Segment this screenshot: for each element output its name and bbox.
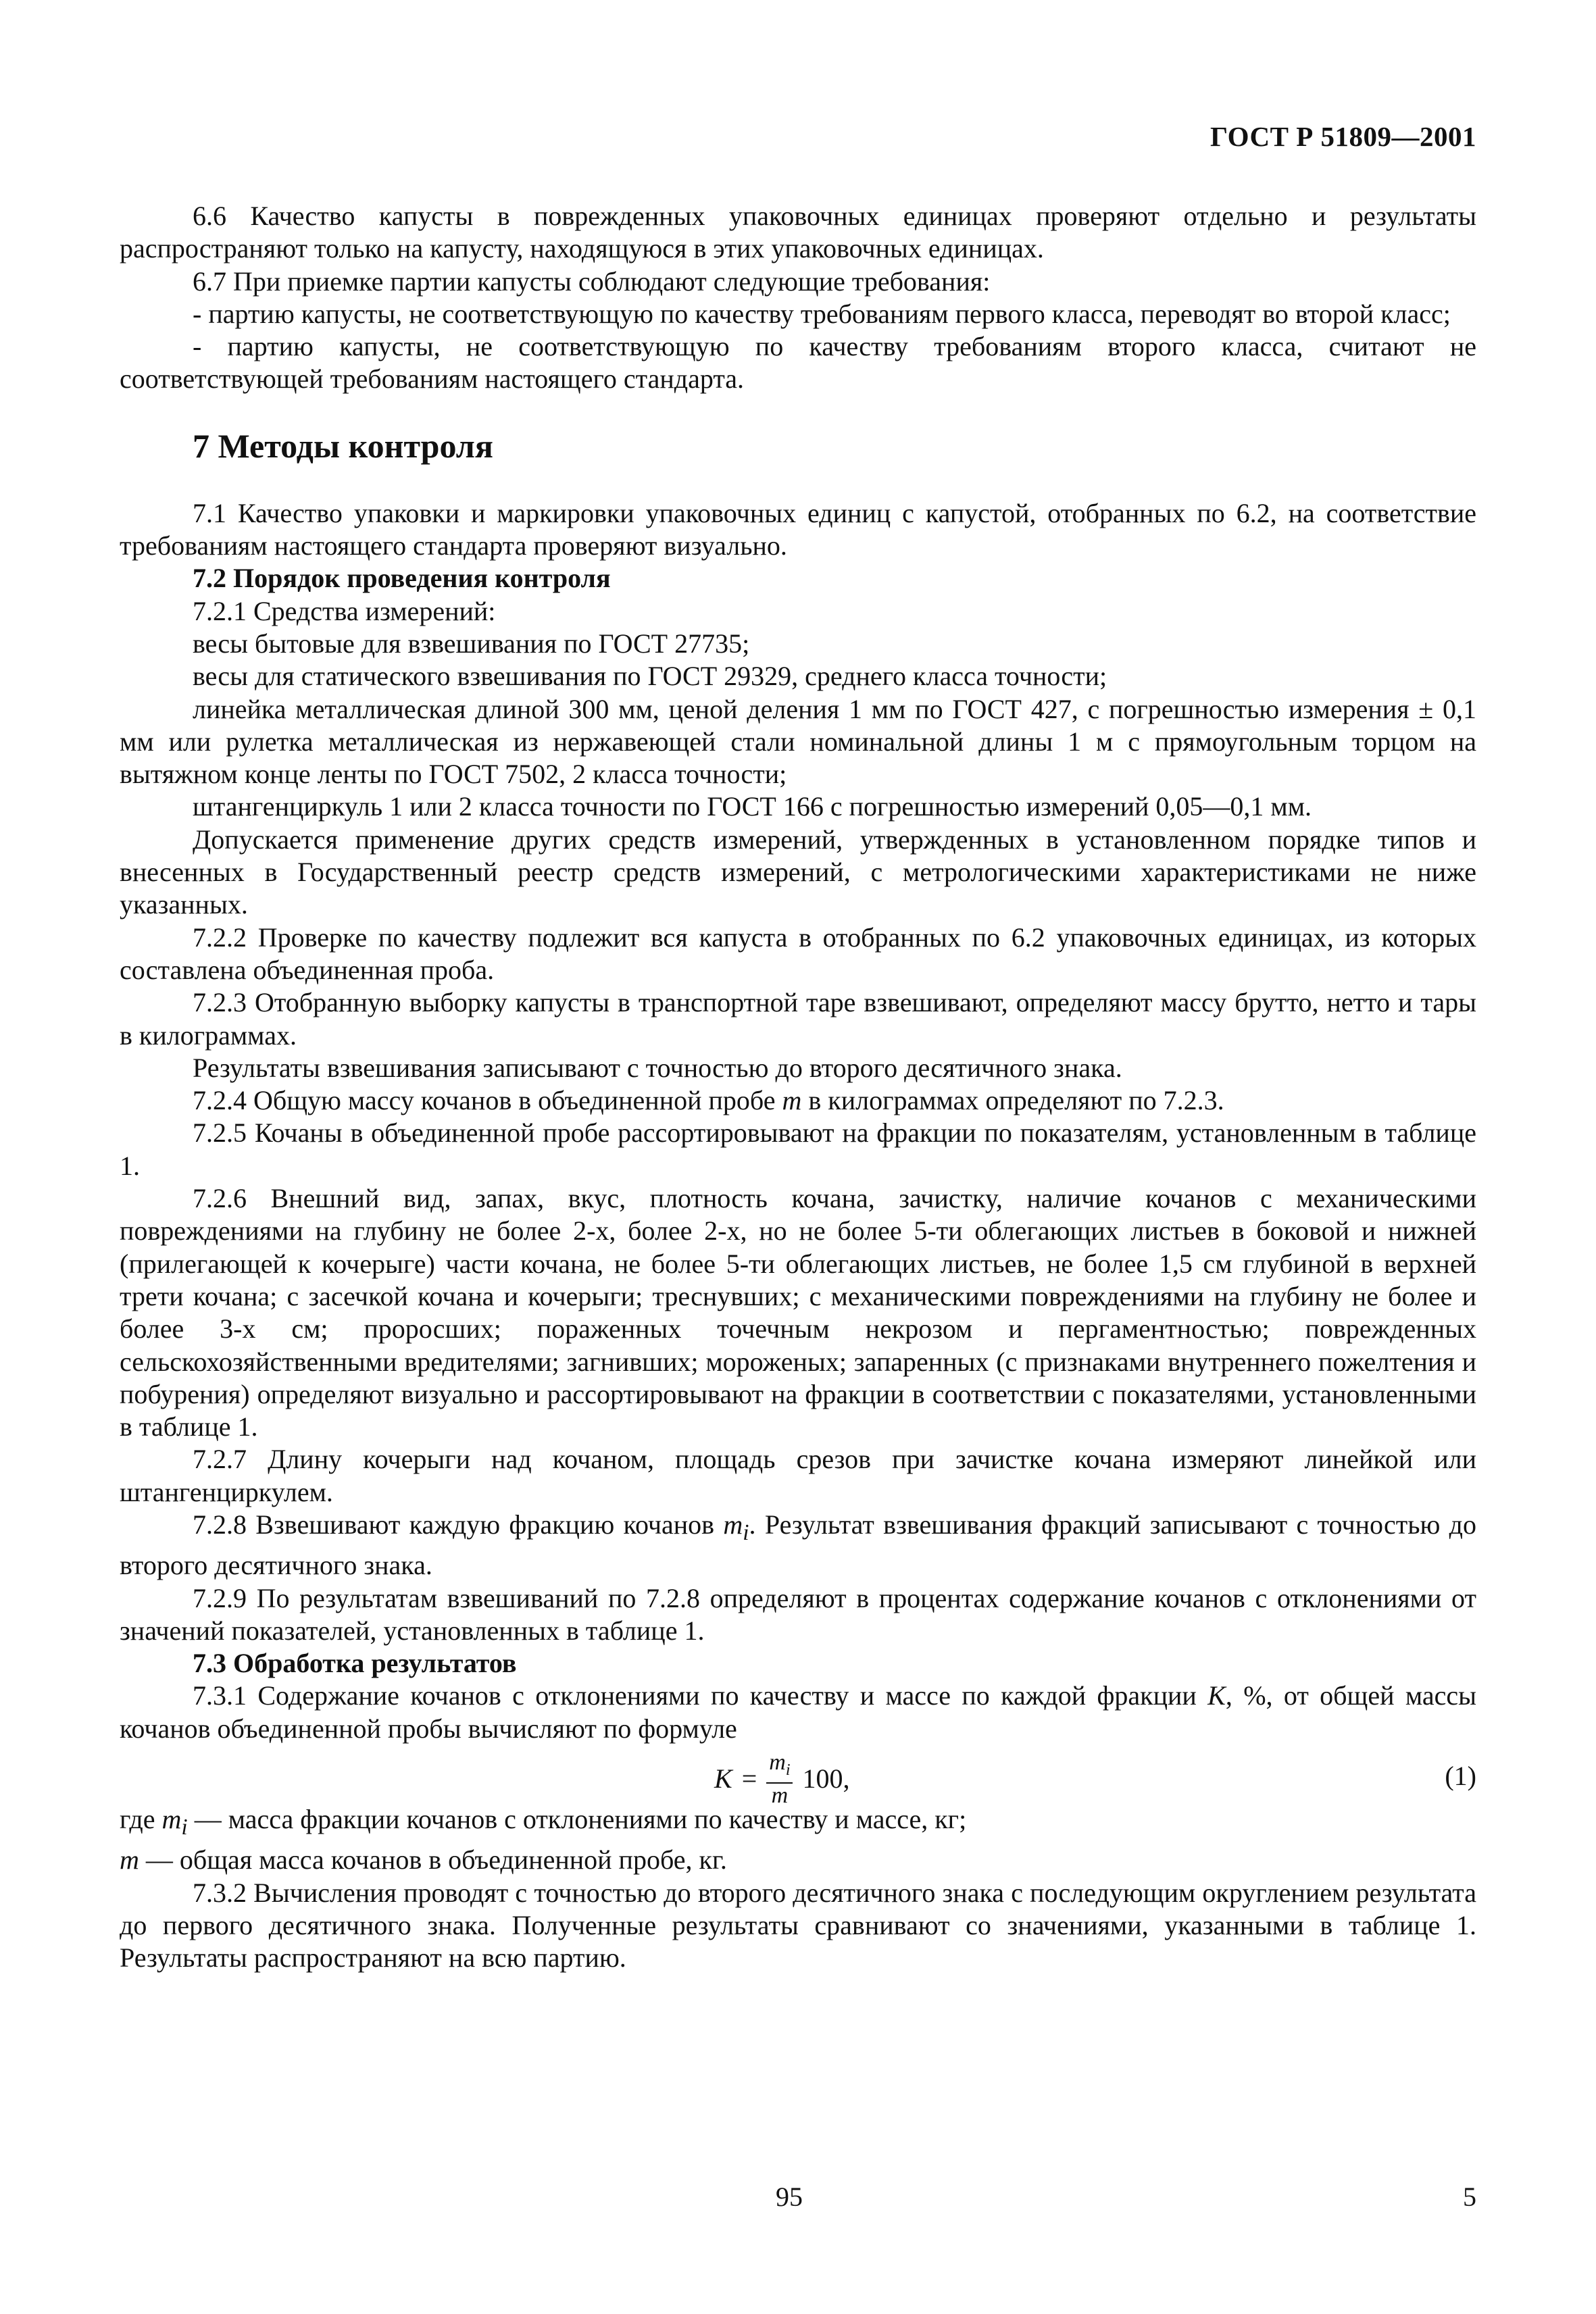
- where-definition: [120, 1803, 1476, 1844]
- text-fragment: 7.2.4 Общую массу кочанов в объединенной пробе: [193, 1085, 782, 1116]
- formula-lhs: K: [714, 1763, 732, 1794]
- section-title: 7 Методы контроля: [193, 426, 493, 465]
- paragraph-6-7-item: - партию капусты, не соответствующую по качеству требованиям первого класса, переводят во второй класс;: [193, 298, 1451, 329]
- paragraph-7-2-3-note: Результаты взвешивания записывают с точностью до второго десятичного знака.: [193, 1052, 1122, 1083]
- document-body: [120, 200, 1476, 1975]
- list-item: штангенциркуль 1 или 2 класса точности по ГОСТ 166 с погрешностью измерений 0,05—0,1 мм.: [193, 791, 1312, 822]
- page-number-right: 5: [1463, 2182, 1476, 2212]
- paragraph-7-1: 7.1 Качество упаковки и маркировки упаковочных единиц с капустой, отобранных по 6.2, на соответствие требованиям настоящего стандарта проверяют визуально.: [120, 497, 1476, 561]
- variable-m: m: [161, 1804, 182, 1835]
- paragraph-7-2-3: 7.2.3 Отобранную выборку капусты в транспортной таре взвешивают, определяют массу брутто, нетто и тары в килограммах.: [120, 987, 1476, 1051]
- subscript-i: i: [181, 1815, 188, 1840]
- paragraph-7-2-8: [120, 1509, 1476, 1582]
- text-fragment: 7.2.8 Взвешивают каждую фракцию кочанов: [193, 1509, 724, 1540]
- paragraph-7-3-1: [120, 1680, 1476, 1745]
- definition-text: — масса фракции кочанов с отклонениями по качеству и массе, кг;: [187, 1804, 967, 1835]
- formula-factor: 100,: [802, 1763, 850, 1794]
- variable-k: K: [1207, 1680, 1226, 1711]
- paragraph-7-2-7: 7.2.7 Длину кочерыги над кочаном, площадь срезов при зачистке кочана измеряют линейкой или штангенциркулем.: [120, 1444, 1476, 1507]
- subsection-heading-7-3: 7.3 Обработка результатов: [193, 1648, 517, 1679]
- fraction-denominator: m: [771, 1782, 789, 1808]
- paragraph-7-2-1-note: Допускается применение других средств измерений, утвержденных в установленном порядке типов и внесенных в Государственный реестр средств измерений, с метрологическими характеристиками не ниже указанных.: [120, 824, 1476, 920]
- list-item: весы для статического взвешивания по ГОСТ 29329, среднего класса точности;: [193, 661, 1107, 692]
- page-number-center: 95: [776, 2182, 803, 2212]
- where-lead: где: [120, 1804, 162, 1835]
- text-fragment: 7.3.1 Содержание кочанов с отклонениями по качеству и массе по каждой фракции: [193, 1680, 1208, 1711]
- list-item: весы бытовые для взвешивания по ГОСТ 27735;: [193, 628, 750, 659]
- paragraph-7-2-4: [120, 1084, 1476, 1117]
- paragraph-7-2-2: 7.2.2 Проверке по качеству подлежит вся капуста в отобранных по 6.2 упаковочных единицах, из которых составлена объединенная проба.: [120, 922, 1476, 985]
- formula-1: [120, 1745, 1476, 1808]
- paragraph-6-7-item: - партию капусты, не соответствующую по качеству требованиям второго класса, считают не соответствующей требованиям настоящего стандарта.: [120, 331, 1476, 395]
- paragraph-7-2-5: 7.2.5 Кочаны в объединенной пробе рассортировывают на фракции по показателям, установленным в таблице 1.: [120, 1117, 1476, 1181]
- variable-m: m: [120, 1844, 139, 1876]
- numerator-var: m: [769, 1750, 786, 1776]
- variable-m: m: [782, 1085, 802, 1116]
- definition-text: — общая масса кочанов в объединенной пробе, кг.: [139, 1844, 727, 1876]
- where-definition: [120, 1844, 1476, 1876]
- paragraph-7-2-9: 7.2.9 По результатам взвешиваний по 7.2.8 определяют в процентах содержание кочанов с отклонениями от значений показателей, установленных в таблице 1.: [120, 1582, 1476, 1646]
- paragraph-6-6: 6.6 Качество капусты в поврежденных упаковочных единицах проверяют отдельно и результаты распространяют только на капусту, находящуюся в этих упаковочных единицах.: [120, 201, 1476, 264]
- equation-number: (1): [1445, 1761, 1476, 1792]
- text-fragment: , %, от общей массы кочанов объединенной пробы вычисляют по формуле: [120, 1680, 1476, 1744]
- list-item: линейка металлическая длиной 300 мм, ценой деления 1 мм по ГОСТ 427, с погрешностью измерения ± 0,1 мм или рулетка металлическая из нержавеющей стали номинальной длины 1 м с прямоугольным торцом на вытяжном конце ленты по ГОСТ 7502, 2 класса точности;: [120, 693, 1476, 790]
- subscript-i: i: [743, 1519, 749, 1545]
- text-fragment: . Результат взвешивания фракций записывают с точностью до второго десятичного знака.: [120, 1509, 1477, 1581]
- paragraph-7-3-2: 7.3.2 Вычисления проводят с точностью до второго десятичного знака с последующим округлением результата до первого десятичного знака. Полученные результаты сравнивают со значениями, указанными в таблице 1. Результаты распространяют на всю партию.: [120, 1877, 1476, 1973]
- formula-expression: [714, 1751, 849, 1808]
- formula-equals: =: [741, 1763, 757, 1794]
- numerator-sub: i: [785, 1761, 791, 1779]
- text-fragment: в килограммах определяют по 7.2.3.: [801, 1085, 1224, 1116]
- paragraph-7-2-1: 7.2.1 Средства измерений:: [193, 595, 496, 626]
- paragraph-7-2-6: 7.2.6 Внешний вид, запах, вкус, плотность кочана, зачистку, наличие кочанов с механическими повреждениями на глубину не более 2-х, более 2-х, но не более 5-ти облегающих листьев в боковой и нижней (прилегающей к кочерыге) части кочана, не более 5-ти облегающих листьев, не более 1,5 см глубиной в верхней трети кочана; с засечкой кочана и кочерыги; треснувших; с механическими повреждениями на глубину не более и более 3-х см; проросших; пораженных точечным некрозом и пергаментностью; поврежденных сельскохозяйственными вредителями; загнивших; мороженых; запаренных (с признаками внутреннего пожелтения и побурения) определяют визуально и рассортировывают на фракции в соответствии с показателями, установленными в таблице 1.: [120, 1183, 1476, 1442]
- paragraph-6-7: 6.7 При приемке партии капусты соблюдают следующие требования:: [193, 266, 991, 297]
- variable-m: m: [723, 1509, 743, 1540]
- formula-fraction: [766, 1751, 793, 1808]
- standard-designation: ГОСТ Р 51809—2001: [1210, 121, 1476, 152]
- subsection-heading-7-2: 7.2 Порядок проведения контроля: [193, 563, 611, 594]
- fraction-numerator: [766, 1751, 793, 1784]
